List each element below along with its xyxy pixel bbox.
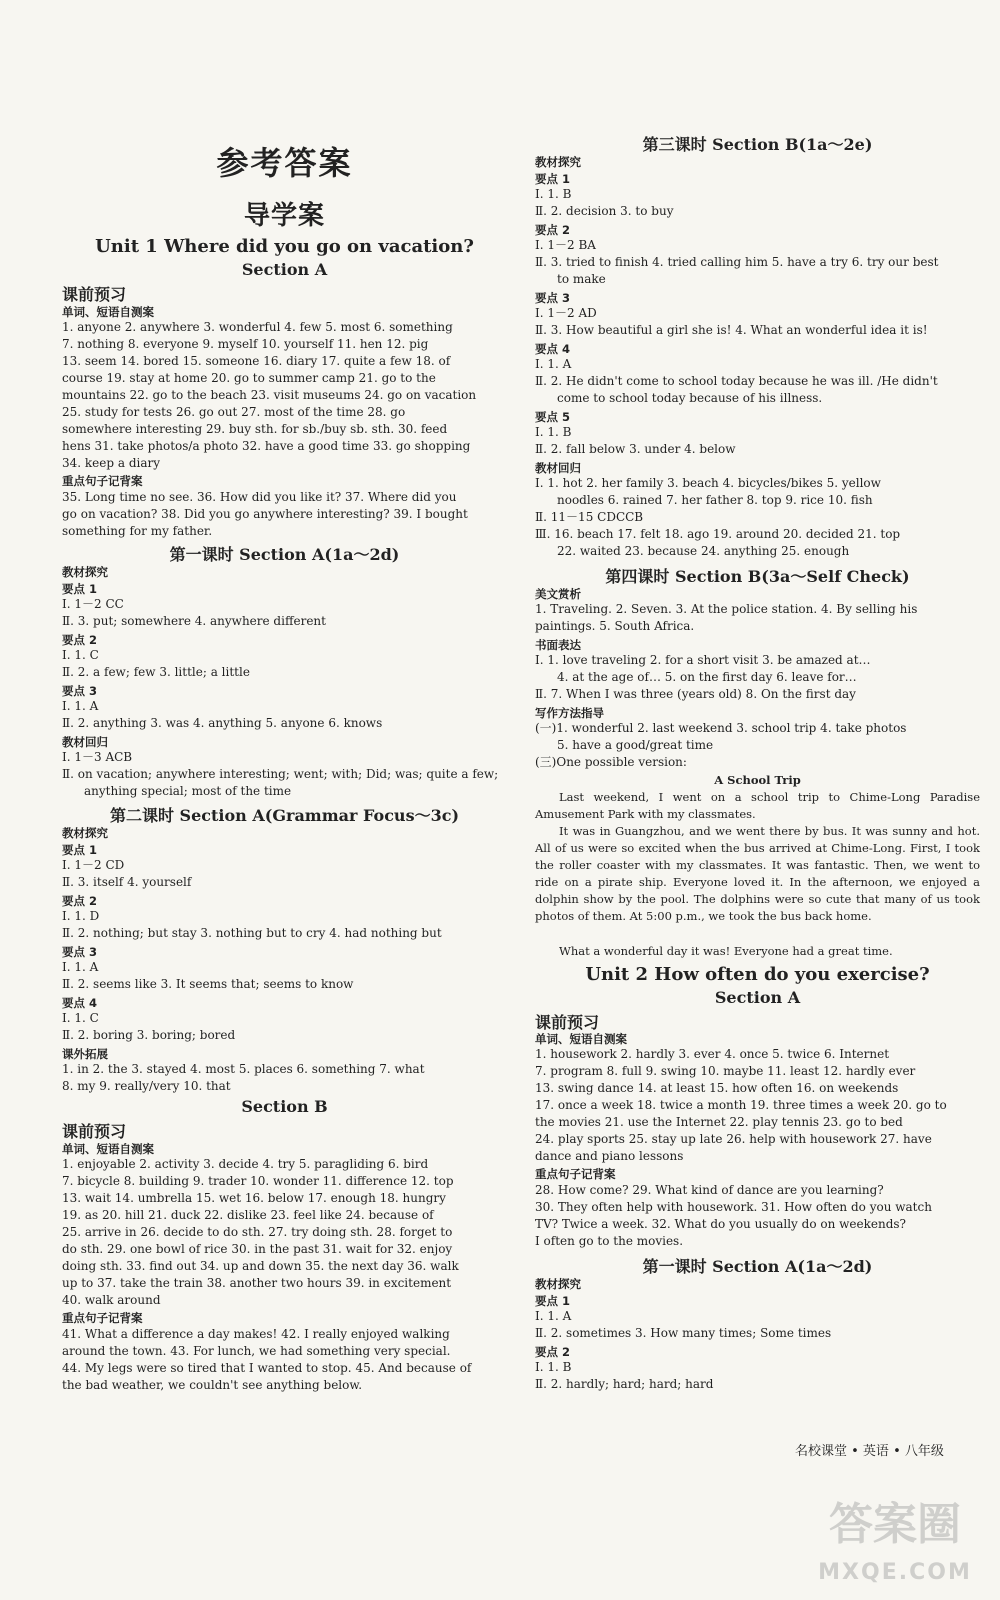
- vocab-line: 19. as 20. hill 21. duck 22. dislike 23. feel like 24. because of: [62, 1208, 434, 1222]
- vocab-line: 25. arrive in 26. decide to do sth. 27. try doing sth. 28. forget to: [62, 1225, 453, 1239]
- unit2-lesson1-title: 第一课时 Section A(1a～2d): [642, 1257, 873, 1276]
- vocab-line: hens 31. take photos/a photo 32. have a good time 33. go shopping: [62, 439, 471, 453]
- review-heading: 教材回归: [62, 735, 108, 749]
- point-heading: 要点 2: [535, 223, 571, 237]
- answer-line: Ⅱ. 3. itself 4. yourself: [62, 875, 192, 889]
- answer-line: Ⅱ. 2. fall below 3. under 4. below: [535, 442, 736, 456]
- answer-line: (三)One possible version:: [535, 755, 687, 769]
- vocab-line: up to 37. take the train 38. another two hours 39. in excitement: [62, 1276, 452, 1290]
- key-sentence-heading: 重点句子记背案: [62, 474, 143, 488]
- answer-line: 5. have a good/great time: [557, 738, 714, 752]
- vocab-line: 34. keep a diary: [62, 456, 161, 470]
- sentence-line: go on vacation? 38. Did you go anywhere interesting? 39. I bought: [62, 507, 468, 521]
- answer-line: Ⅱ. 2. hardly; hard; hard; hard: [535, 1377, 714, 1391]
- preview-heading: 课前预习: [62, 285, 127, 304]
- watermark: [810, 1490, 980, 1590]
- sentence-line: 41. What a difference a day makes! 42. I really enjoyed walking: [62, 1327, 450, 1341]
- sentence-line: 30. They often help with housework. 31. How often do you watch: [535, 1200, 932, 1214]
- point-heading: 要点 3: [535, 291, 571, 305]
- point-heading: 要点 4: [535, 342, 571, 356]
- extension-heading: 课外拓展: [62, 1047, 108, 1061]
- answer-line: Ⅰ. 1. C: [62, 1011, 99, 1025]
- lesson2-title: 第二课时 Section A(Grammar Focus～3c): [109, 806, 460, 825]
- answer-line: Ⅱ. 2. a few; few 3. little; a little: [62, 665, 250, 679]
- answer-line: Ⅰ. 1. A: [535, 1309, 572, 1323]
- answer-line: Ⅱ. 2. decision 3. to buy: [535, 204, 674, 218]
- answer-line: Ⅰ. 1－2 AD: [535, 306, 597, 320]
- answer-line: Ⅱ. 3. How beautiful a girl she is! 4. What an wonderful idea it is!: [535, 323, 928, 337]
- vocab-line: somewhere interesting 29. buy sth. for sb./buy sb. sth. 30. feed: [62, 422, 448, 436]
- answer-line: Ⅱ. on vacation; anywhere interesting; went; with; Did; was; quite a few;: [62, 767, 499, 781]
- essay-paragraph: Last weekend, I went on a school trip to Chime-Long Paradise Amusement Park with my classmates.: [535, 790, 980, 821]
- answer-line: Ⅰ. 1－2 CD: [62, 858, 125, 872]
- answer-line: 4. at the age of… 5. on the first day 6. leave for…: [557, 670, 857, 684]
- answer-line: to make: [557, 272, 606, 286]
- essay-title: A School Trip: [714, 773, 801, 787]
- vocab-line: 13. wait 14. umbrella 15. wet 16. below 17. enough 18. hungry: [62, 1191, 446, 1205]
- page-subtitle: 导学案: [243, 201, 325, 231]
- vocab-heading: 单词、短语自测案: [62, 1142, 154, 1156]
- answer-line: Ⅱ. 2. sometimes 3. How many times; Some times: [535, 1326, 832, 1340]
- vocab-line: 13. seem 14. bored 15. someone 16. diary 17. quite a few 18. of: [62, 354, 451, 368]
- answer-line: Ⅰ. 1. A: [62, 699, 99, 713]
- answer-line: Ⅱ. 7. When I was three (years old) 8. On the first day: [535, 687, 856, 701]
- answer-line: Ⅲ. 16. beach 17. felt 18. ago 19. around 20. decided 21. top: [535, 527, 901, 541]
- point-heading: 要点 2: [62, 894, 98, 908]
- answer-line: Ⅰ. 1. B: [535, 1360, 572, 1374]
- sentence-line: 28. How come? 29. What kind of dance are you learning?: [535, 1183, 884, 1197]
- answer-line: paintings. 5. South Africa.: [535, 619, 695, 633]
- answer-line: (一)1. wonderful 2. last weekend 3. school trip 4. take photos: [535, 721, 907, 735]
- section-b-title: Section B: [241, 1097, 328, 1116]
- answer-line: Ⅱ. 3. tried to finish 4. tried calling him 5. have a try 6. try our best: [535, 255, 939, 269]
- essay-paragraph: It was in Guangzhou, and we went there by bus. It was sunny and hot. All of us were so excited when the bus arrived at Chime-Long. First, I took the roller coaster with my classmates. It was fantastic. Then, we went to ride on a pirate ship. Everyone loved it. In the afternoon, we enjoyed a dolphin show by the pool. The dolphins were so cute that many of us took photos of them. At 5:00 p.m., we took the bus back home.: [535, 824, 980, 923]
- sentence-line: something for my father.: [62, 524, 213, 538]
- reading-heading: 美文赏析: [535, 587, 581, 601]
- point-heading: 要点 1: [535, 1294, 571, 1308]
- vocab-heading: 单词、短语自测案: [535, 1032, 627, 1046]
- answer-line: Ⅱ. 2. anything 3. was 4. anything 5. anyone 6. knows: [62, 716, 383, 730]
- key-sentence-heading: 重点句子记背案: [62, 1311, 143, 1325]
- sentence-line: I often go to the movies.: [535, 1234, 684, 1248]
- point-heading: 要点 5: [535, 410, 571, 424]
- explore-heading: 教材探究: [535, 1277, 581, 1291]
- writing-guide-heading: 写作方法指导: [535, 706, 604, 720]
- sentence-line: TV? Twice a week. 32. What do you usually do on weekends?: [535, 1217, 906, 1231]
- answer-line: 8. my 9. really/very 10. that: [62, 1079, 231, 1093]
- watermark-site: MXQE.COM: [818, 1560, 972, 1585]
- vocab-line: mountains 22. go to the beach 23. visit museums 24. go on vacation: [62, 388, 477, 402]
- unit2-section-a: Section A: [714, 988, 801, 1007]
- vocab-line: course 19. stay at home 20. go to summer camp 21. go to the: [62, 371, 436, 385]
- answer-line: 1. Traveling. 2. Seven. 3. At the police station. 4. By selling his: [535, 602, 918, 616]
- answer-line: 22. waited 23. because 24. anything 25. enough: [557, 544, 850, 558]
- point-heading: 要点 2: [535, 1345, 571, 1359]
- unit1-title: Unit 1 Where did you go on vacation?: [95, 236, 474, 257]
- answer-line: Ⅱ. 2. seems like 3. It seems that; seems to know: [62, 977, 354, 991]
- vocab-line: 13. swing dance 14. at least 15. how often 16. on weekends: [535, 1081, 899, 1095]
- answer-line: Ⅰ. 1. hot 2. her family 3. beach 4. bicycles/bikes 5. yellow: [535, 476, 881, 490]
- essay-paragraph: What a wonderful day it was! Everyone had a great time.: [559, 944, 893, 958]
- explore-heading: 教材探究: [535, 155, 581, 169]
- sentence-line: around the town. 43. For lunch, we had something very special.: [62, 1344, 451, 1358]
- answer-line: Ⅱ. 11－15 CDCCB: [535, 510, 644, 524]
- answer-line: anything special; most of the time: [84, 784, 292, 798]
- answer-line: come to school today because of his illness.: [557, 391, 823, 405]
- answer-line: noodles 6. rained 7. her father 8. top 9. rice 10. fish: [557, 493, 873, 507]
- vocab-line: 7. program 8. full 9. swing 10. maybe 11. least 12. hardly ever: [535, 1064, 916, 1078]
- vocab-line: doing sth. 33. find out 34. up and down 35. the next day 36. walk: [62, 1259, 459, 1273]
- answer-line: Ⅱ. 2. boring 3. boring; bored: [62, 1028, 236, 1042]
- vocab-line: dance and piano lessons: [535, 1149, 684, 1163]
- explore-heading: 教材探究: [62, 565, 108, 579]
- unit2-title: Unit 2 How often do you exercise?: [585, 964, 930, 985]
- answer-line: 1. in 2. the 3. stayed 4. most 5. places 6. something 7. what: [62, 1062, 425, 1076]
- answer-line: Ⅰ. 1. B: [535, 425, 572, 439]
- answer-line: Ⅱ. 2. He didn't come to school today because he was ill. /He didn't: [535, 374, 938, 388]
- point-heading: 要点 1: [535, 172, 571, 186]
- vocab-line: 1. anyone 2. anywhere 3. wonderful 4. few 5. most 6. something: [62, 320, 453, 334]
- vocab-line: 1. housework 2. hardly 3. ever 4. once 5. twice 6. Internet: [535, 1047, 890, 1061]
- vocab-line: 7. bicycle 8. building 9. trader 10. wonder 11. difference 12. top: [62, 1174, 454, 1188]
- vocab-line: 25. study for tests 26. go out 27. most of the time 28. go: [62, 405, 406, 419]
- answer-line: Ⅰ. 1. A: [535, 357, 572, 371]
- point-heading: 要点 1: [62, 582, 98, 596]
- answer-line: Ⅰ. 1. love traveling 2. for a short visit 3. be amazed at…: [535, 653, 871, 667]
- preview-heading: 课前预习: [535, 1013, 600, 1032]
- vocab-heading: 单词、短语自测案: [62, 305, 154, 319]
- sentence-line: the bad weather, we couldn't see anything below.: [62, 1378, 363, 1392]
- lesson3-title: 第三课时 Section B(1a～2e): [642, 135, 873, 154]
- answer-line: Ⅱ. 3. put; somewhere 4. anywhere different: [62, 614, 326, 628]
- point-heading: 要点 4: [62, 996, 98, 1010]
- vocab-line: do sth. 29. one bowl of rice 30. in the past 31. wait for 32. enjoy: [62, 1242, 453, 1256]
- answer-line: Ⅰ. 1. A: [62, 960, 99, 974]
- answer-line: Ⅰ. 1. C: [62, 648, 99, 662]
- vocab-line: the movies 21. use the Internet 22. play tennis 23. go to bed: [535, 1115, 903, 1129]
- answer-line: Ⅰ. 1－3 ACB: [62, 750, 133, 764]
- writing-heading: 书面表达: [535, 638, 581, 652]
- answer-line: Ⅰ. 1－2 BA: [535, 238, 596, 252]
- point-heading: 要点 1: [62, 843, 98, 857]
- point-heading: 要点 3: [62, 945, 98, 959]
- point-heading: 要点 2: [62, 633, 98, 647]
- answer-line: Ⅱ. 2. nothing; but stay 3. nothing but to cry 4. had nothing but: [62, 926, 442, 940]
- page-footer: 名校课堂 • 英语 • 八年级: [795, 1444, 944, 1459]
- sentence-line: 44. My legs were so tired that I wanted to stop. 45. And because of: [62, 1361, 472, 1375]
- key-sentence-heading: 重点句子记背案: [535, 1167, 616, 1181]
- lesson1-title: 第一课时 Section A(1a～2d): [169, 545, 400, 564]
- vocab-line: 7. nothing 8. everyone 9. myself 10. yourself 11. hen 12. pig: [62, 337, 429, 351]
- review-heading: 教材回归: [535, 461, 581, 475]
- point-heading: 要点 3: [62, 684, 98, 698]
- lesson4-title: 第四课时 Section B(3a～Self Check): [605, 567, 910, 586]
- sentence-line: 35. Long time no see. 36. How did you like it? 37. Where did you: [62, 490, 457, 504]
- vocab-line: 40. walk around: [62, 1293, 161, 1307]
- answer-line: Ⅰ. 1. D: [62, 909, 100, 923]
- watermark-logo: 答案圈: [829, 1499, 961, 1550]
- page-title: 参考答案: [216, 144, 353, 182]
- preview-heading: 课前预习: [62, 1122, 127, 1141]
- answer-line: Ⅰ. 1. B: [535, 187, 572, 201]
- unit1-section-a: Section A: [241, 260, 328, 279]
- answer-line: Ⅰ. 1－2 CC: [62, 597, 124, 611]
- vocab-line: 17. once a week 18. twice a month 19. three times a week 20. go to: [535, 1098, 947, 1112]
- vocab-line: 1. enjoyable 2. activity 3. decide 4. try 5. paragliding 6. bird: [62, 1157, 429, 1171]
- vocab-line: 24. play sports 25. stay up late 26. help with housework 27. have: [535, 1132, 932, 1146]
- explore-heading: 教材探究: [62, 826, 108, 840]
